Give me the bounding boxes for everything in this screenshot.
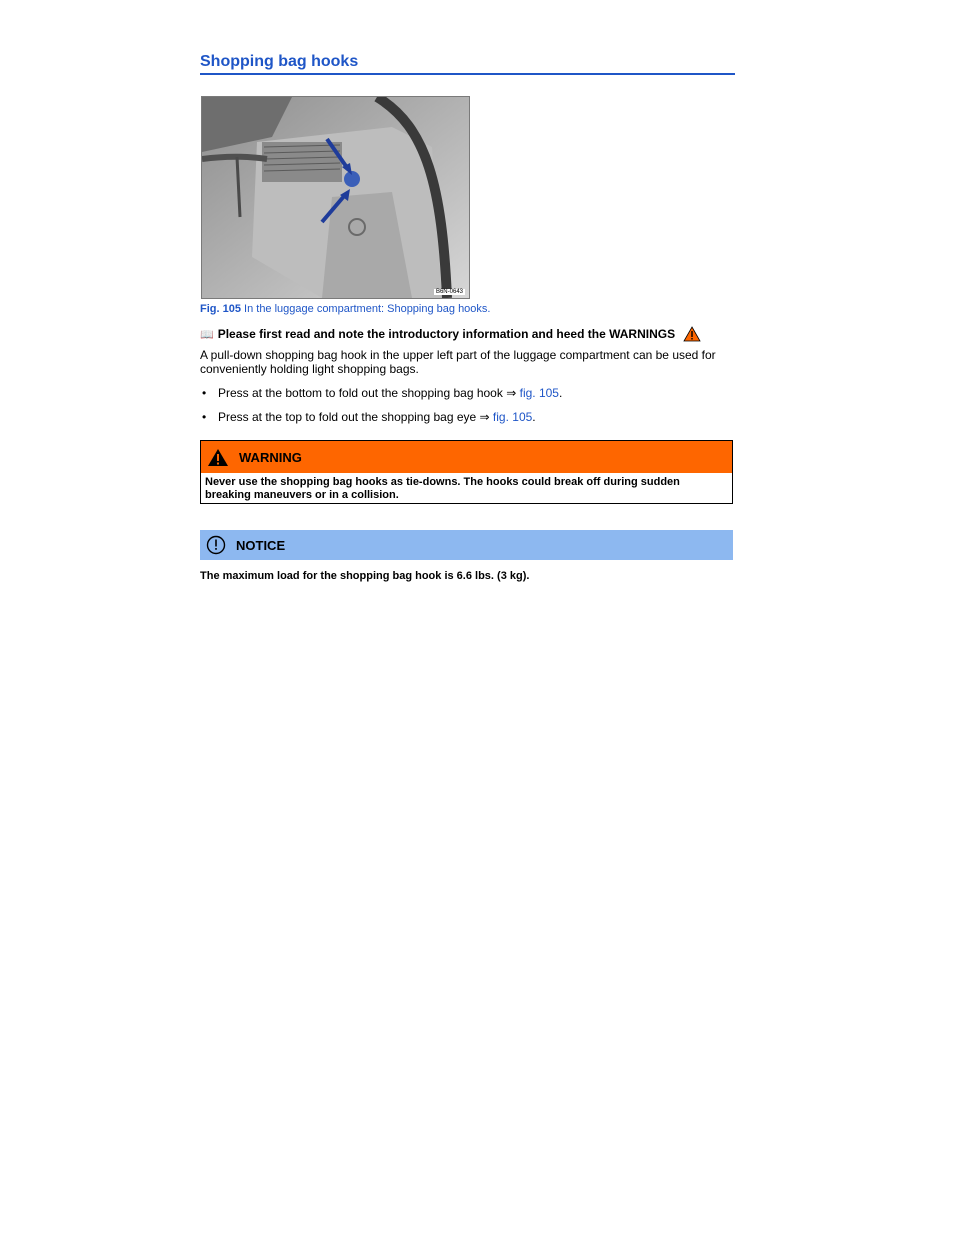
list-item bbox=[200, 410, 740, 434]
figure-caption-label: Fig. 105 bbox=[200, 303, 241, 315]
notice-title: NOTICE bbox=[236, 537, 286, 553]
warning-header bbox=[201, 441, 732, 473]
bullet-icon: • bbox=[202, 386, 207, 400]
figure-link[interactable]: fig. 105 bbox=[492, 410, 533, 424]
arrow-icon: ⇒ bbox=[479, 410, 490, 424]
warning-triangle-icon bbox=[683, 326, 701, 342]
body-paragraph: A pull-down shopping bag hook in the upper left part of the luggage compartment can be used for conveniently holding light shopping bags. bbox=[200, 348, 716, 376]
page-title: Shopping bag hooks bbox=[200, 53, 735, 75]
list-item bbox=[200, 386, 740, 410]
notice-exclamation-icon bbox=[206, 535, 226, 555]
figure-caption-text: In the luggage compartment: Shopping bag hooks. bbox=[244, 303, 491, 315]
intro-line bbox=[200, 326, 701, 342]
list-item-text: Press at the top to fold out the shopping bag eye bbox=[218, 410, 480, 424]
figure-luggage-compartment bbox=[201, 96, 470, 299]
figure-link[interactable]: fig. 105 bbox=[519, 386, 559, 400]
warning-title: WARNING bbox=[239, 449, 302, 465]
list-item-end: . bbox=[532, 410, 536, 424]
list-item-text: Press at the bottom to fold out the shopping bag hook bbox=[218, 386, 507, 400]
notice-header bbox=[200, 530, 733, 560]
book-icon: 📖 bbox=[200, 328, 214, 341]
warning-icon bbox=[207, 448, 229, 467]
warning-text: Never use the shopping bag hooks as tie-downs. The hooks could break off during sudden breaking maneuvers or in a collision. bbox=[205, 476, 680, 501]
luggage-compartment-illustration bbox=[202, 97, 469, 298]
arrow-icon: ⇒ bbox=[506, 386, 517, 400]
warning-box bbox=[200, 440, 733, 504]
bullet-icon: • bbox=[202, 410, 207, 424]
figure-code: B6N-0643 bbox=[435, 289, 463, 295]
list-item-end: . bbox=[558, 386, 563, 400]
instruction-list bbox=[200, 386, 740, 434]
figure-caption bbox=[200, 303, 490, 315]
intro-text: Please first read and note the introductory information and heed the WARNINGS bbox=[217, 327, 676, 341]
notice-text: The maximum load for the shopping bag hook is 6.6 lbs. (3 kg). bbox=[200, 570, 530, 582]
